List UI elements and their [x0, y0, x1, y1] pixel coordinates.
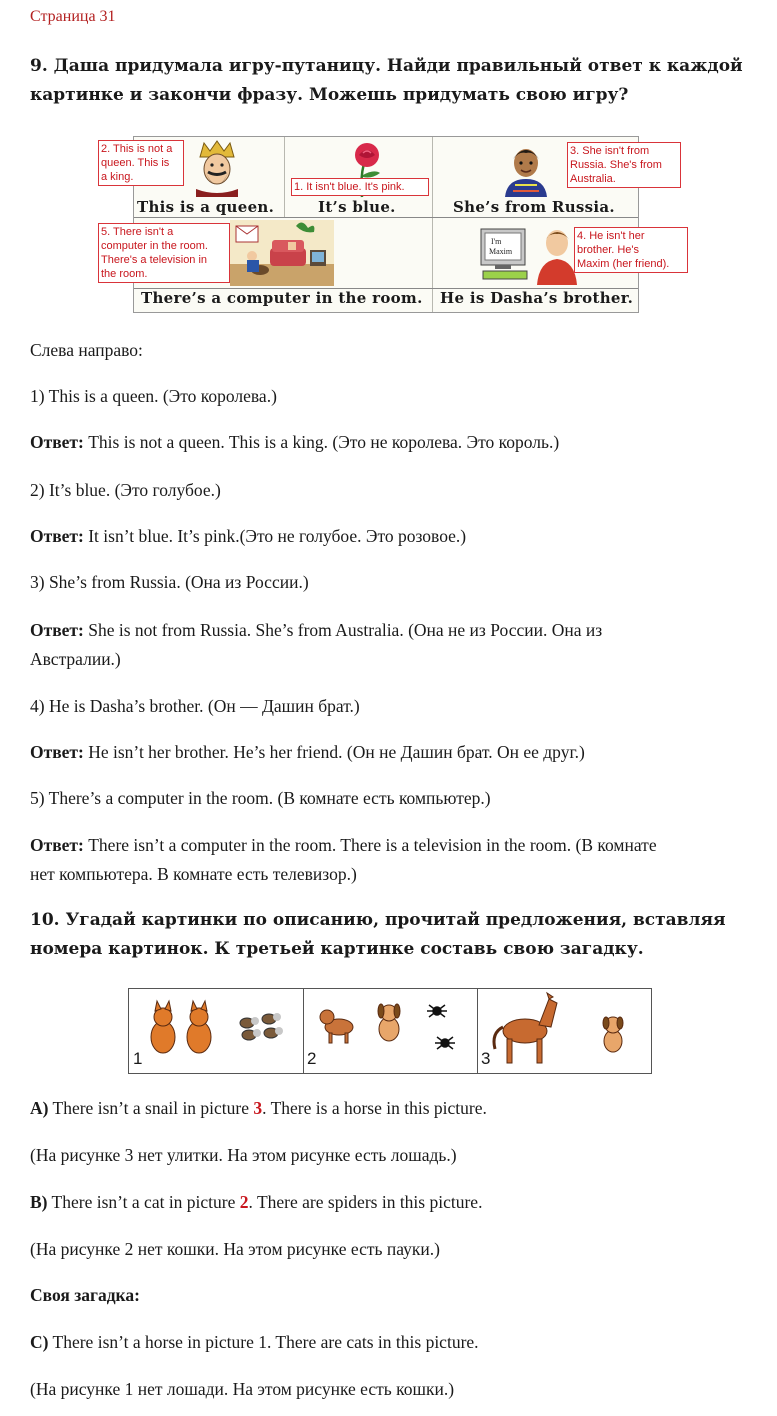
horse-and-dog-picture [477, 989, 651, 1073]
note-line: 1. It isn't blue. It's pink. [294, 181, 405, 193]
picture-number-1: 1 [133, 1049, 143, 1068]
king-picture [186, 139, 248, 197]
question-5: 5) There’s a computer in the room. (В комнате есть компьютер.) [30, 788, 491, 808]
note-line: 2. This is not a [101, 143, 173, 155]
own-riddle-heading: Своя загадка: [30, 1285, 140, 1305]
note-line: queen. This is [101, 157, 170, 169]
riddle-a-text-2: . There is a horse in this picture. [262, 1098, 487, 1118]
task-10-heading-line-2: номера картинок. К третьей картинке составь свою загадку. [30, 939, 644, 959]
note-line: 4. He isn't her [577, 230, 645, 242]
boy-picture [497, 139, 555, 197]
riddle-c [30, 1328, 750, 1357]
monitor-text-line-1: I'm [491, 237, 502, 246]
picture-3 [477, 989, 651, 1073]
picture-number-2: 2 [307, 1049, 317, 1068]
riddle-b-label: B) [30, 1192, 48, 1212]
note-line: Russia. She's from [570, 159, 662, 171]
computer-picture [479, 221, 579, 285]
answer-note-television [98, 223, 230, 283]
task-10-heading-line-1: 10. Угадай картинки по описанию, прочитай предложения, вставляя [30, 910, 726, 930]
answer-note-pink [291, 178, 429, 196]
picture-number-3: 3 [481, 1049, 491, 1068]
answer-4 [30, 738, 750, 767]
picture-1 [129, 989, 304, 1073]
caption-brother: He is Dasha’s brother. [440, 289, 634, 307]
left-to-right-label: Слева направо: [30, 340, 143, 360]
note-line: 3. She isn't from [570, 145, 650, 157]
page-label: Страница 31 [30, 8, 116, 25]
answer-text: He isn’t her brother. He’s her friend. (Он не Дашин брат. Он ее друг.) [83, 742, 585, 762]
note-line: 5. There isn't a [101, 226, 174, 238]
note-line: a king. [101, 171, 134, 183]
answer-label: Ответ: [30, 742, 84, 762]
answer-text: She is not from Russia. She’s from Australia. (Она не из России. Она из [83, 620, 603, 640]
riddle-b-translation: (На рисунке 2 нет кошки. На этом рисунке есть пауки.) [30, 1239, 440, 1259]
living-room-picture [230, 220, 334, 286]
answer-note-maxim [574, 227, 688, 273]
caption-russia: She’s from Russia. [453, 198, 615, 216]
answer-note-australia [567, 142, 681, 188]
riddle-c-translation: (На рисунке 1 нет лошади. На этом рисунке есть кошки.) [30, 1379, 455, 1399]
note-line: brother. He's [577, 244, 640, 256]
task-9-heading-line-2: картинке и закончи фразу. Можешь придумать свою игру? [30, 85, 629, 105]
question-4: 4) He is Dasha’s brother. (Он — Дашин брат.) [30, 696, 360, 716]
answer-5 [30, 831, 770, 889]
riddle-a-answer: 3 [253, 1098, 263, 1118]
question-2: 2) It’s blue. (Это голубое.) [30, 480, 221, 500]
answer-text: There isn’t a computer in the room. There is a television in the room. (В комнате [83, 835, 657, 855]
answer-text: This is not a queen. This is a king. (Это не королева. Это король.) [83, 432, 560, 452]
note-line: Maxim (her friend). [577, 258, 670, 270]
caption-computer: There’s a computer in the room. [141, 289, 423, 307]
dogs-and-spiders-picture [303, 989, 477, 1073]
note-line: computer in the room. [101, 240, 208, 252]
riddle-b-answer: 2 [239, 1192, 249, 1212]
task-10-pictures [128, 988, 652, 1074]
picture-2 [303, 989, 478, 1073]
riddle-b-text-2: . There are spiders in this picture. [248, 1192, 483, 1212]
caption-queen: This is a queen. [137, 198, 275, 216]
note-line: Australia. [570, 173, 616, 185]
riddle-b-text-1: There isn’t a cat in picture [47, 1192, 240, 1212]
answer-text-continued: нет компьютера. В комнате есть телевизор.) [30, 864, 357, 884]
riddle-c-text: There isn’t a horse in picture 1. There are cats in this picture. [48, 1332, 479, 1352]
task-10-heading [30, 906, 745, 964]
divider [432, 137, 433, 312]
answer-text: It isn’t blue. It’s pink.(Это не голубое. Это розовое.) [83, 526, 467, 546]
answer-text-continued: Австралии.) [30, 649, 121, 669]
riddle-a-text-1: There isn’t a snail in picture [48, 1098, 254, 1118]
answer-label: Ответ: [30, 526, 84, 546]
divider [134, 217, 638, 218]
monitor-text-line-2: Maxim [489, 247, 513, 256]
answer-2 [30, 522, 750, 551]
question-3: 3) She’s from Russia. (Она из России.) [30, 572, 309, 592]
note-line: There's a television in [101, 254, 208, 266]
answer-label: Ответ: [30, 432, 84, 452]
riddle-c-label: C) [30, 1332, 49, 1352]
answer-1 [30, 428, 750, 457]
riddle-b [30, 1188, 750, 1217]
note-line: the room. [101, 268, 148, 280]
task-9-heading [30, 52, 745, 110]
riddle-a [30, 1094, 750, 1123]
answer-label: Ответ: [30, 835, 84, 855]
cats-and-snails-picture [129, 989, 303, 1073]
riddle-a-translation: (На рисунке 3 нет улитки. На этом рисунке есть лошадь.) [30, 1145, 457, 1165]
answer-note-king [98, 140, 184, 186]
answer-3 [30, 616, 750, 674]
question-1: 1) This is a queen. (Это королева.) [30, 386, 277, 406]
task-9-heading-line-1: 9. Даша придумала игру-путаницу. Найди правильный ответ к каждой [30, 56, 743, 76]
riddle-a-label: A) [30, 1098, 49, 1118]
caption-blue: It’s blue. [318, 198, 396, 216]
answer-label: Ответ: [30, 620, 84, 640]
divider [284, 137, 285, 217]
